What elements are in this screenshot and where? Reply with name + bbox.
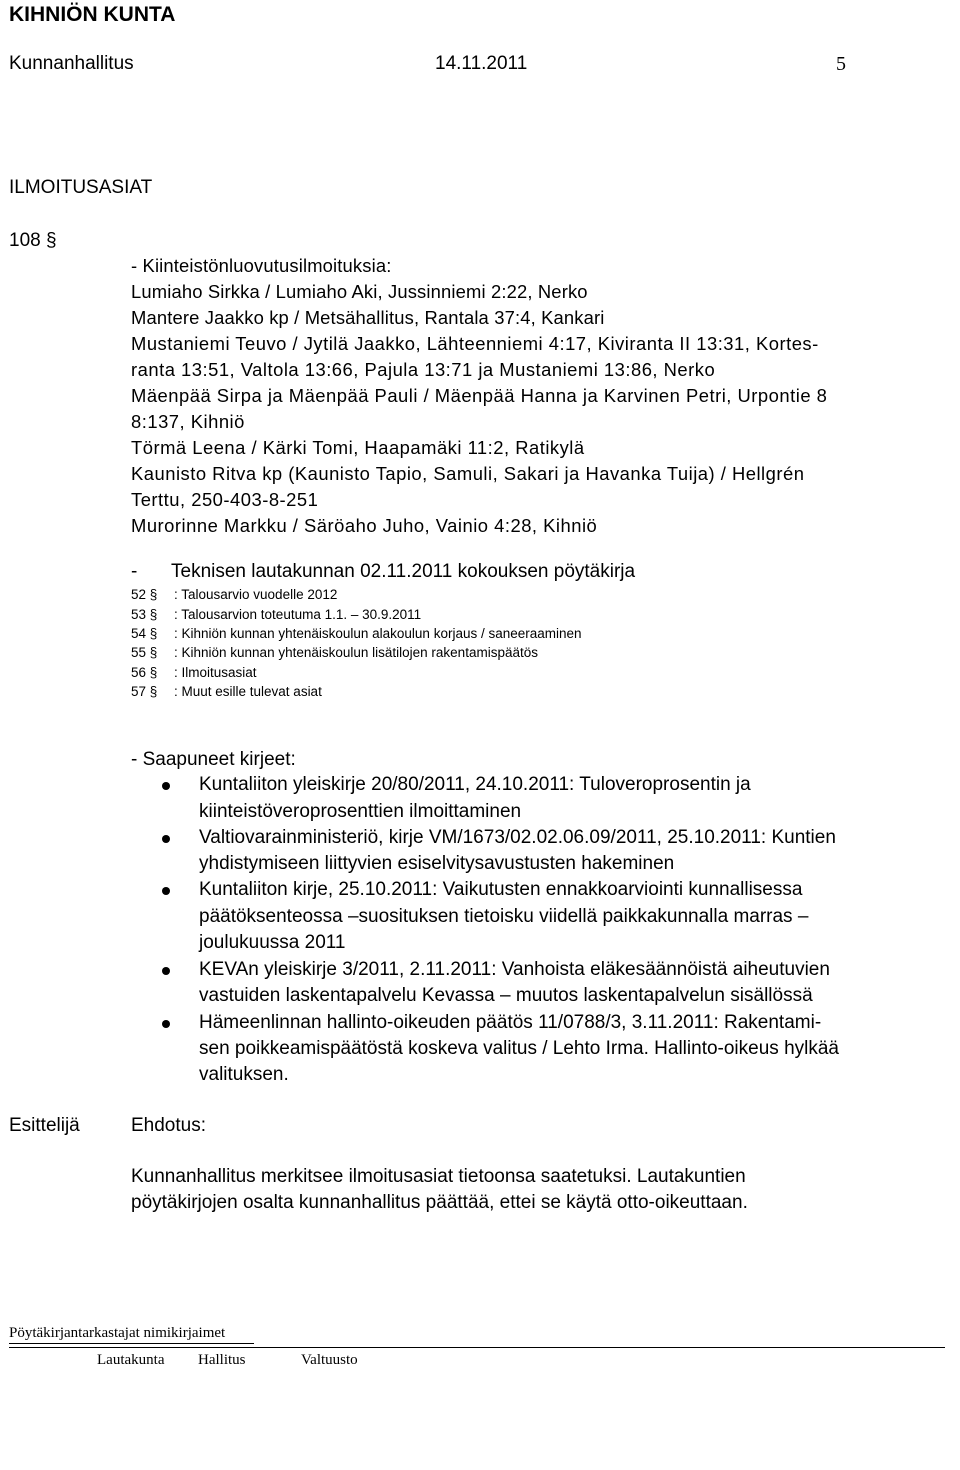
letter-line: Kuntaliiton yleiskirje 20/80/2011, 24.10.2011: Tuloveroprosentin ja: [199, 774, 751, 795]
property-notices-heading: - Kiinteistönluovutusilmoituksia:: [131, 255, 392, 276]
agenda-number: 57 §: [131, 684, 158, 699]
letters-heading: - Saapuneet kirjeet:: [131, 749, 296, 770]
footer-caption-underline: [9, 1343, 254, 1344]
letter-line: yhdistymiseen liittyvien esiselvitysavustusten hakeminen: [199, 853, 675, 874]
agenda-text: : Kihniön kunnan yhtenäiskoulun lisätilojen rakentamispäätös: [174, 645, 538, 660]
property-notice-line: Murorinne Markku / Säröaho Juho, Vainio 4:28, Kihniö: [131, 515, 598, 536]
technical-board-heading: [131, 561, 635, 583]
property-notice-line: Mustaniemi Teuvo / Jytilä Jaakko, Lähteenniemi 4:17, Kiviranta II 13:31, Kortes-: [131, 333, 819, 354]
agenda-number: 56 §: [131, 665, 158, 680]
bullet-icon: [162, 887, 170, 895]
proposal-label: Ehdotus:: [131, 1115, 206, 1136]
agenda-number: 55 §: [131, 645, 158, 660]
decision-line: pöytäkirjojen osalta kunnanhallitus päättää, ettei se käytä otto-oikeuttaan.: [131, 1192, 748, 1213]
letter-line: vastuiden laskentapalvelu Kevassa – muutos laskentapalvelun sisällössä: [199, 985, 813, 1006]
bullet-icon: [162, 967, 170, 975]
footer-column-hallitus: Hallitus: [198, 1352, 246, 1368]
bullet-icon: [162, 835, 170, 843]
letter-line: Valtiovarainministeriö, kirje VM/1673/02.02.06.09/2011, 25.10.2011: Kuntien: [199, 827, 836, 848]
agenda-text: : Muut esille tulevat asiat: [174, 684, 322, 699]
heading-text: Teknisen lautakunnan 02.11.2011 kokouksen pöytäkirja: [171, 561, 636, 582]
letter-line: päätöksenteossa –suosituksen tietoisku viidellä paikkakunnalla marras –: [199, 906, 809, 927]
letter-line: joulukuussa 2011: [199, 932, 346, 953]
footer-column-valtuusto: Valtuusto: [301, 1352, 358, 1368]
footer-caption: Pöytäkirjantarkastajat nimikirjaimet: [9, 1325, 226, 1341]
property-notice-line: Kaunisto Ritva kp (Kaunisto Tapio, Samuli, Sakari ja Havanka Tuija) / Hellgrén: [131, 463, 805, 484]
letter-line: Hämeenlinnan hallinto-oikeuden päätös 11/0788/3, 3.11.2011: Rakentami-: [199, 1012, 822, 1033]
property-notice-line: Mäenpää Sirpa ja Mäenpää Pauli / Mäenpää Hanna ja Karvinen Petri, Urpontie 8: [131, 385, 828, 406]
letter-line: Kuntaliiton kirje, 25.10.2011: Vaikutusten ennakkoarviointi kunnallisessa: [199, 879, 803, 900]
letter-line: valituksen.: [199, 1064, 289, 1085]
decision-line: Kunnanhallitus merkitsee ilmoitusasiat tietoonsa saatetuksi. Lautakuntien: [131, 1166, 746, 1187]
agenda-item: [131, 607, 421, 622]
agenda-number: 53 §: [131, 607, 158, 622]
footer-divider: [9, 1347, 945, 1348]
agenda-number: 54 §: [131, 626, 158, 641]
footer-column-lautakunta: Lautakunta: [97, 1352, 165, 1368]
agenda-item: [131, 645, 538, 660]
presenter-label: Esittelijä: [9, 1115, 80, 1136]
property-notice-line: ranta 13:51, Valtola 13:66, Pajula 13:71 ja Mustaniemi 13:86, Nerko: [131, 359, 716, 380]
header-body: Kunnanhallitus: [9, 53, 134, 74]
agenda-item: [131, 684, 322, 699]
bullet-icon: [162, 782, 170, 790]
agenda-text: : Kihniön kunnan yhtenäiskoulun alakoulun korjaus / saneeraaminen: [174, 626, 582, 641]
property-notice-line: Mantere Jaakko kp / Metsähallitus, Rantala 37:4, Kankari: [131, 307, 605, 328]
agenda-number: 52 §: [131, 587, 158, 602]
agenda-item: [131, 587, 337, 602]
property-notice-line: Lumiaho Sirkka / Lumiaho Aki, Jussinniemi 2:22, Nerko: [131, 281, 588, 302]
letter-line: KEVAn yleiskirje 3/2011, 2.11.2011: Vanhoista eläkesäännöistä aiheutuvien: [199, 959, 830, 980]
property-notice-line: Törmä Leena / Kärki Tomi, Haapamäki 11:2, Ratikylä: [131, 437, 585, 458]
property-notice-line: 8:137, Kihniö: [131, 411, 245, 432]
agenda-text: : Talousarvio vuodelle 2012: [174, 587, 338, 602]
agenda-text: : Talousarvion toteutuma 1.1. – 30.9.2011: [174, 607, 422, 622]
letter-line: kiinteistöveroprosenttien ilmoittaminen: [199, 801, 522, 822]
agenda-text: : Ilmoitusasiat: [174, 665, 257, 680]
section-number: 108 §: [9, 230, 57, 251]
agenda-item: [131, 665, 257, 680]
page-number: 5: [836, 53, 846, 75]
heading-dash: -: [131, 561, 138, 582]
letter-line: sen poikkeamispäätöstä koskeva valitus / Lehto Irma. Hallinto-oikeus hylkää: [199, 1038, 839, 1059]
organization-name: KIHNIÖN KUNTA: [9, 3, 176, 26]
property-notice-line: Terttu, 250-403-8-251: [131, 489, 319, 510]
bullet-icon: [162, 1020, 170, 1028]
header-date: 14.11.2011: [435, 53, 528, 74]
section-title: ILMOITUSASIAT: [9, 177, 153, 198]
agenda-item: [131, 626, 582, 641]
